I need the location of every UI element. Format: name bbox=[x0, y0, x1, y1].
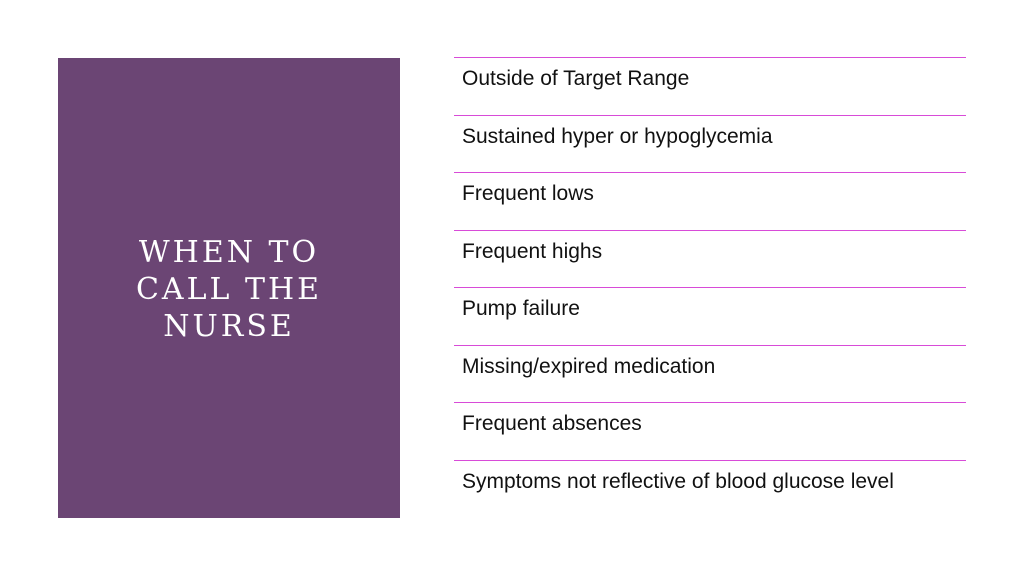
list-item: Symptoms not reflective of blood glucose level bbox=[454, 460, 966, 518]
list-item: Frequent absences bbox=[454, 402, 966, 460]
title-panel bbox=[58, 58, 400, 518]
list-item: Outside of Target Range bbox=[454, 57, 966, 115]
list-item: Missing/expired medication bbox=[454, 345, 966, 403]
list-item: Pump failure bbox=[454, 287, 966, 345]
reasons-list bbox=[454, 57, 966, 517]
slide-title: WHEN TO CALL THE NURSE bbox=[135, 234, 323, 344]
list-item: Frequent highs bbox=[454, 230, 966, 288]
list-item: Frequent lows bbox=[454, 172, 966, 230]
list-item: Sustained hyper or hypoglycemia bbox=[454, 115, 966, 173]
